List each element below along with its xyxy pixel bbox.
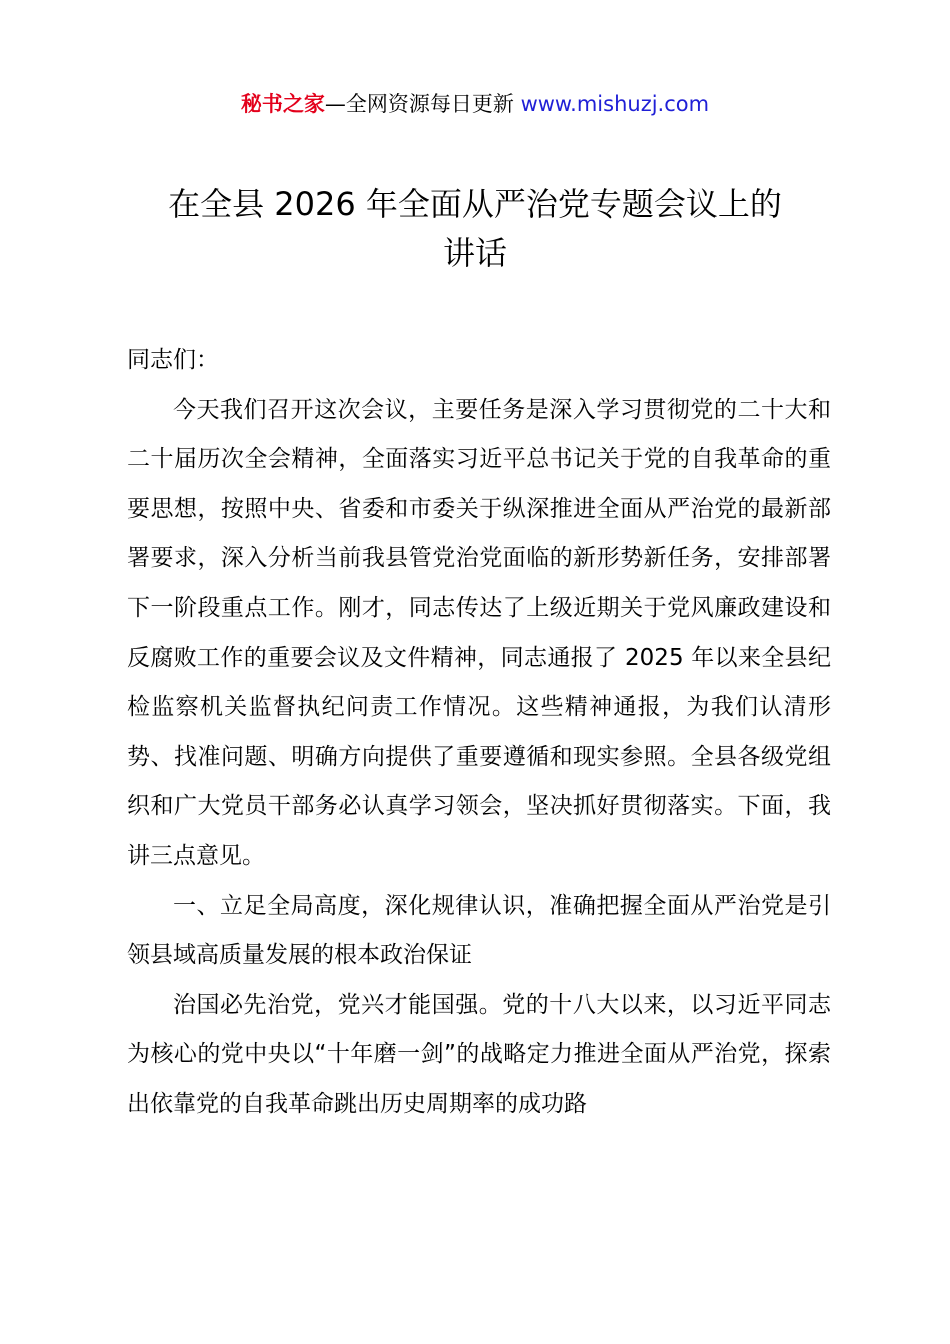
salutation: 同志们： bbox=[127, 347, 219, 373]
site-url-link[interactable]: www.mishuzj.com bbox=[520, 92, 710, 116]
document-title bbox=[0, 180, 950, 278]
site-header bbox=[0, 89, 950, 119]
brand-name: 秘书之家 bbox=[240, 92, 325, 116]
header-tagline: —全网资源每日更新 bbox=[324, 92, 521, 116]
paragraph-section-1: 治国必先治党，党兴才能国强。党的十八大以来，以习近平同志为核心的党中央以“十年磨一剑”的战略定力推进全面从严治党，探索出依靠党的自我革命跳出历史周期率的成功路 bbox=[127, 991, 831, 1117]
section-heading-1: 一、立足全局高度，深化规律认识，准确把握全面从严治党是引领县域高质量发展的根本政治保证 bbox=[127, 892, 831, 969]
title-line-1: 在全县 2026 年全面从严治党专题会议上的 bbox=[168, 185, 782, 223]
document-body bbox=[127, 336, 831, 1130]
paragraph-intro: 今天我们召开这次会议，主要任务是深入学习贯彻党的二十大和二十届历次全会精神，全面落实习近平总书记关于党的自我革命的重要思想，按照中央、省委和市委关于纵深推进全面从严治党的最新部署要求，深入分析当前我县管党治党面临的新形势新任务，安排部署下一阶段重点工作。刚才，同志传达了上级近期关于党风廉政建设和反腐败工作的重要会议及文件精神，同志通报了 2025 年以来全县纪检监察机关监督执纪问责工作情况。这些精神通报，为我们认清形势、找准问题、明确方向提供了重要遵循和现实参照。全县各级党组织和广大党员干部务必认真学习领会，坚决抓好贯彻落实。下面，我讲三点意见。 bbox=[127, 396, 831, 869]
title-line-2: 讲话 bbox=[442, 234, 507, 272]
